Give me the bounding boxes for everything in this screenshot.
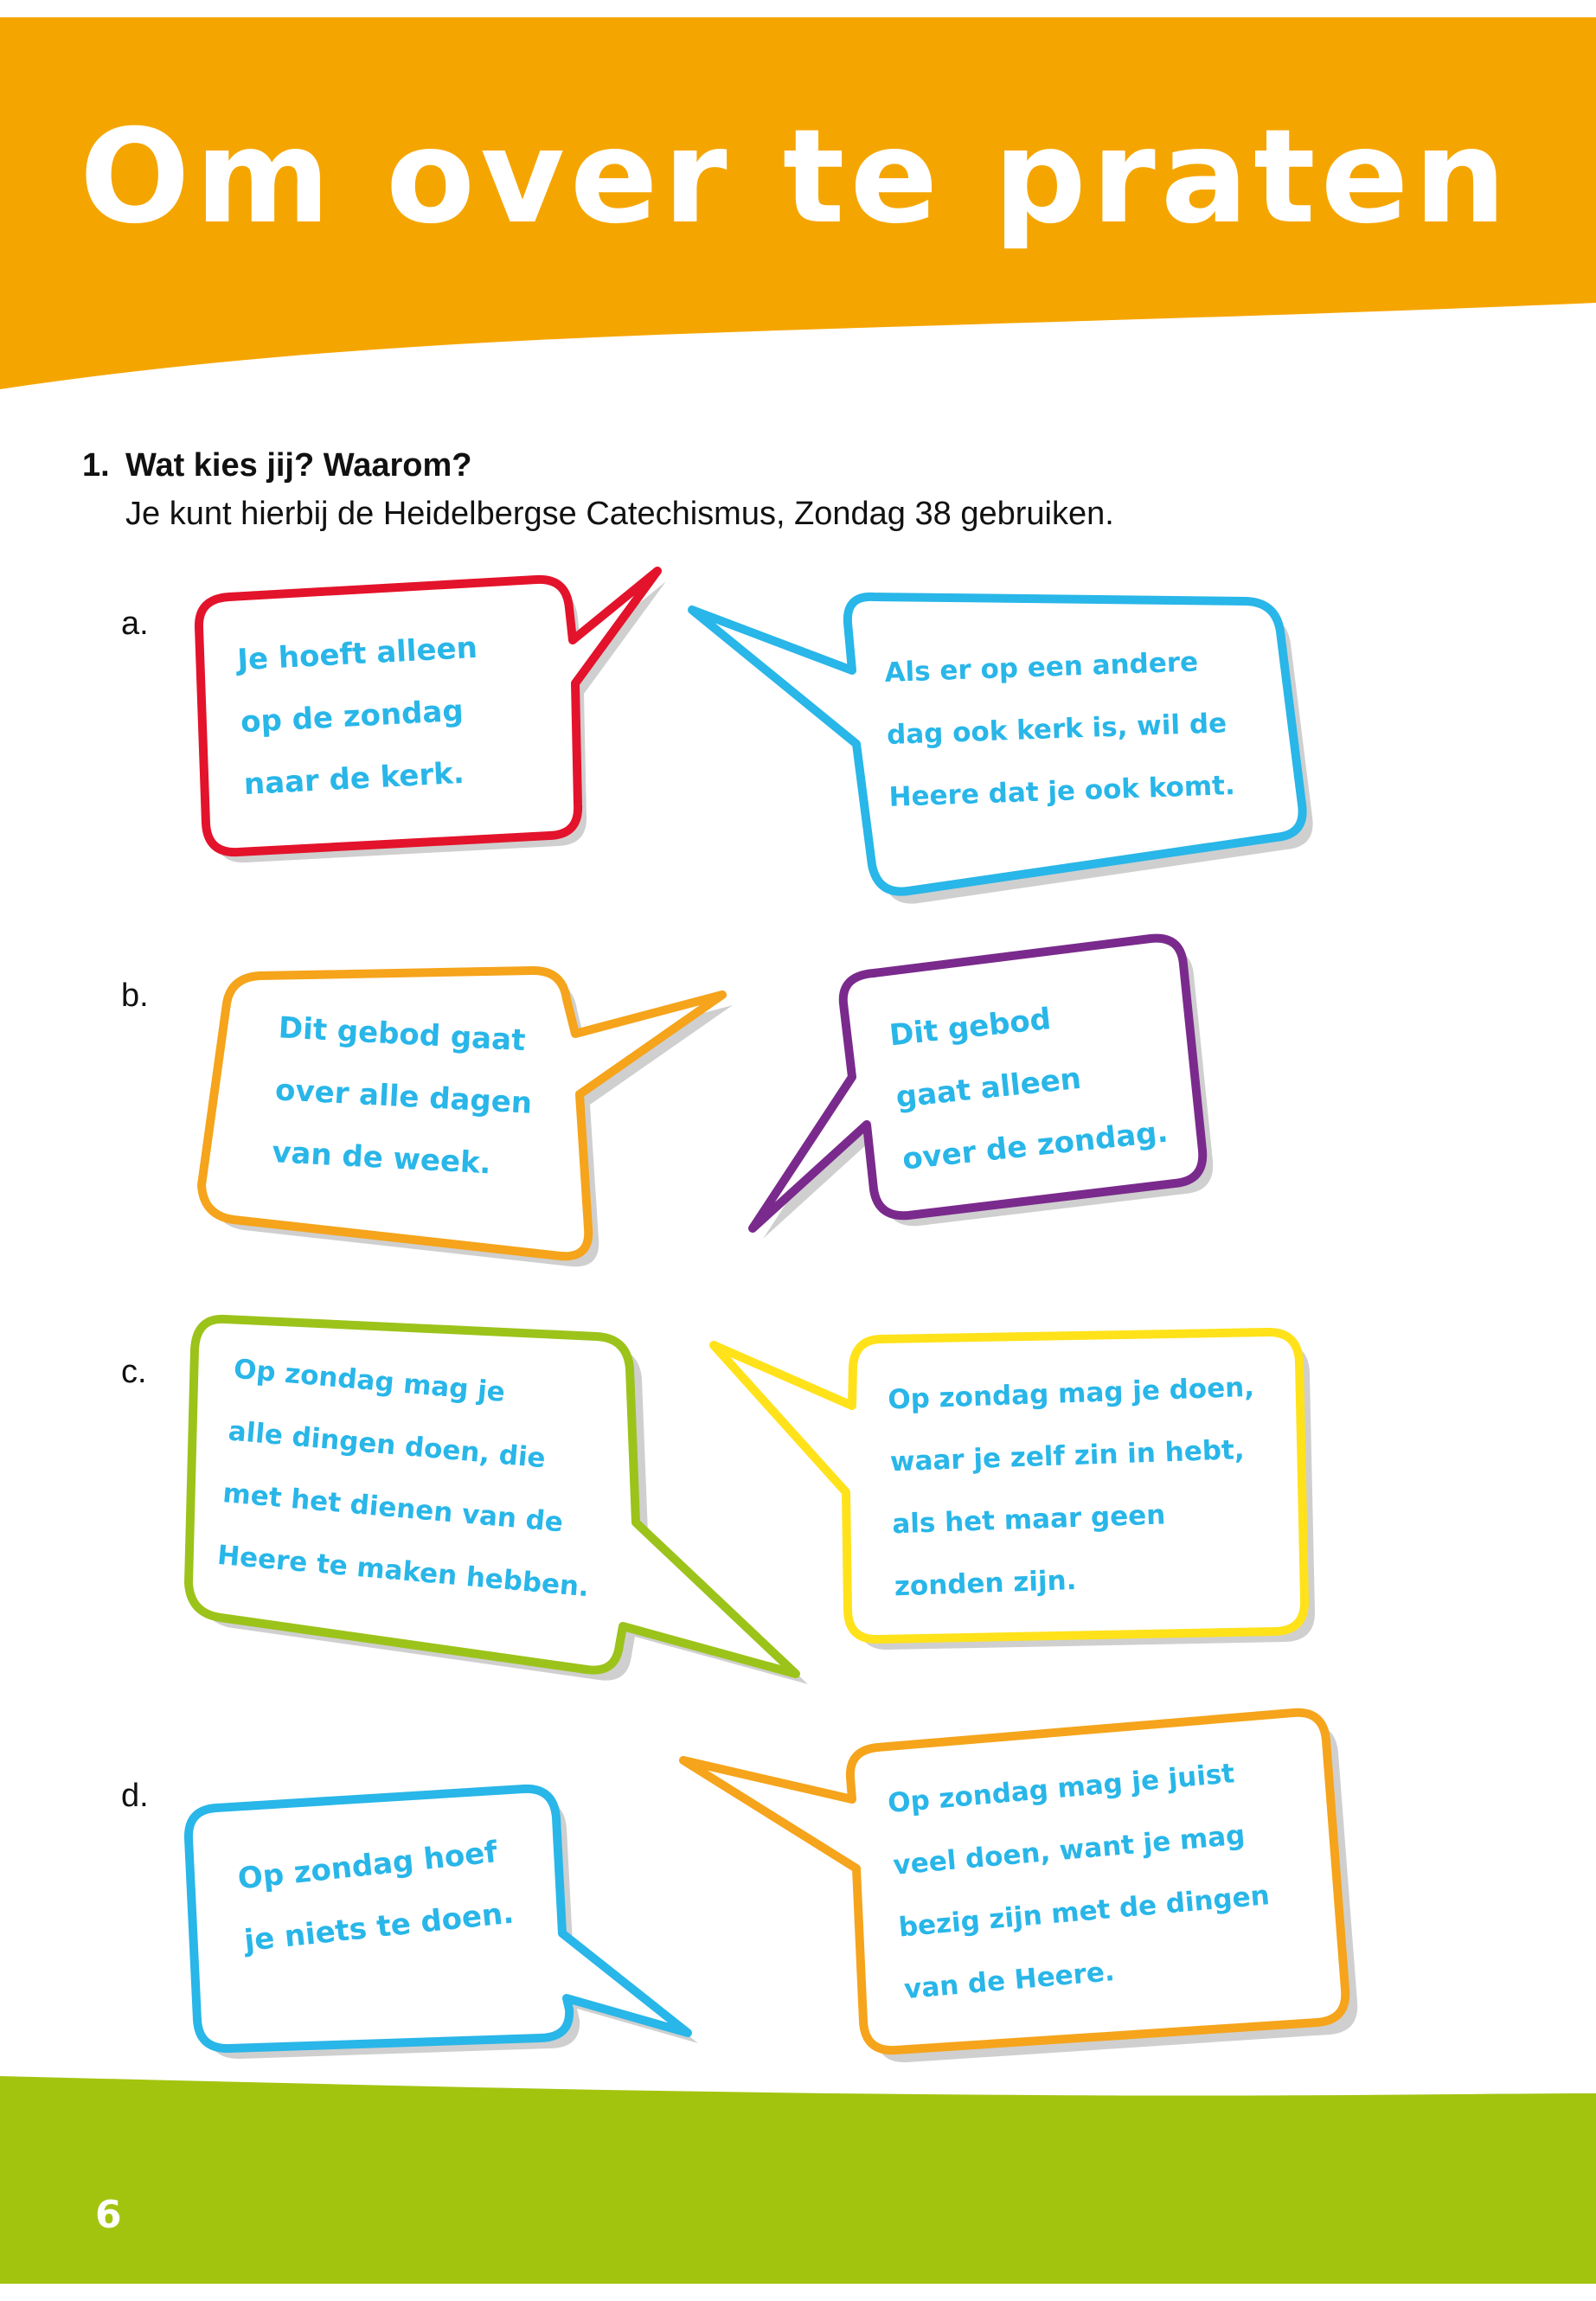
bubble-line: van de week. (271, 1135, 492, 1182)
bubble-line: bezig zijn met de dingen (897, 1880, 1272, 1944)
question-instruction: Je kunt hierbij de Heidelbergse Catechismus, Zondag 38 gebruiken. (125, 496, 1114, 532)
bubble-line: over de zondag. (901, 1114, 1170, 1177)
bubble-line: veel doen, want je mag (892, 1819, 1247, 1881)
bubble-line: gaat alleen (894, 1061, 1083, 1116)
bubble-d-right (885, 1740, 1278, 2021)
option-letter-c: c. (121, 1354, 147, 1390)
bubble-a-left (236, 617, 486, 816)
question-number: 1. (82, 447, 110, 484)
bubble-line: waar je zelf zin in hebt, (889, 1434, 1246, 1478)
bubble-line: Heere te maken hebben. (215, 1539, 591, 1604)
bubble-line: zonden zijn. (894, 1564, 1078, 1603)
bubble-b-right (887, 977, 1171, 1190)
bubble-line: Op zondag mag je doen, (887, 1371, 1255, 1416)
bubble-line: Dit gebod (888, 1002, 1053, 1054)
question-prompt: Wat kies jij? Waarom? (125, 447, 472, 484)
bubble-a-right (883, 630, 1236, 829)
bubble-line: je niets te doen. (242, 1895, 516, 1959)
page-number: 6 (95, 2193, 122, 2237)
bubble-line: Op zondag mag je (232, 1353, 507, 1408)
footer-band (0, 2067, 1596, 2301)
option-letter-a: a. (121, 606, 149, 642)
option-letter-d: d. (121, 1778, 149, 1814)
option-letter-b: b. (121, 977, 149, 1014)
bubble-line: als het maar geen (891, 1499, 1166, 1541)
bubble-line: alle dingen doen, die (227, 1415, 548, 1475)
bubble-line: met het dienen van de (221, 1477, 565, 1539)
bubble-line: over alle dagen (274, 1073, 534, 1121)
bubble-line: dag ook kerk is, wil de (886, 708, 1227, 751)
page-title: Om over te praten (80, 102, 1512, 253)
bubble-line: Heere dat je ook komt. (888, 769, 1236, 813)
bubble-line: van de Heere. (902, 1956, 1116, 2006)
bubble-c-left (215, 1338, 607, 1618)
bubble-b-left (271, 997, 537, 1196)
bubble-c-right (887, 1356, 1262, 1618)
bubble-line: Op zondag hoef (236, 1835, 499, 1897)
bubble-line: naar de kerk. (242, 755, 465, 803)
bubble-line: Als er op een andere (883, 646, 1199, 689)
bubble-line: op de zondag (240, 693, 465, 740)
bubble-line: Op zondag mag je juist (886, 1758, 1236, 1820)
bubble-line: Dit gebod gaat (277, 1010, 527, 1059)
bubble-line: Je hoeft alleen (236, 630, 478, 678)
